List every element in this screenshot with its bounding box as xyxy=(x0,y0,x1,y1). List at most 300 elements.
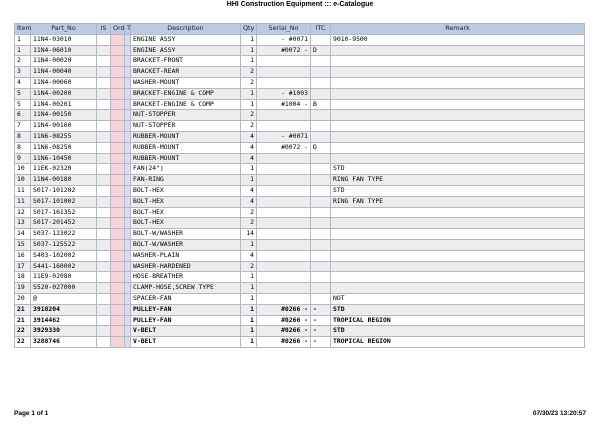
cell-item: 6 xyxy=(15,110,31,121)
cell-description: BOLT-HEX xyxy=(131,218,241,229)
cell-is xyxy=(97,153,111,164)
table-row[interactable] xyxy=(15,315,585,326)
cell-ord xyxy=(111,239,125,250)
table-row[interactable] xyxy=(15,250,585,261)
cell-qty: 2 xyxy=(241,67,257,78)
cell-part-no: 11N4-00201 xyxy=(31,99,97,110)
cell-ord xyxy=(111,337,125,348)
cell-part-no: 11N4-00200 xyxy=(31,88,97,99)
cell-remark: STD xyxy=(331,304,585,315)
cell-item: 9 xyxy=(15,153,31,164)
table-row[interactable] xyxy=(15,185,585,196)
cell-itc xyxy=(311,34,331,45)
cell-itc xyxy=(311,261,331,272)
table-row[interactable] xyxy=(15,45,585,56)
table-row[interactable] xyxy=(15,272,585,283)
cell-qty: 14 xyxy=(241,229,257,240)
cell-description: V-BELT xyxy=(131,326,241,337)
cell-serial-no xyxy=(257,56,311,67)
print-timestamp: 07/30/23 13:20:57 xyxy=(532,410,586,417)
cell-serial-no xyxy=(257,250,311,261)
cell-remark xyxy=(331,142,585,153)
table-row[interactable] xyxy=(15,131,585,142)
cell-is xyxy=(97,67,111,78)
cell-ord xyxy=(111,304,125,315)
table-row[interactable] xyxy=(15,239,585,250)
cell-serial-no xyxy=(257,283,311,294)
cell-is xyxy=(97,239,111,250)
cell-remark xyxy=(331,131,585,142)
cell-ord xyxy=(111,88,125,99)
column-header-ord[interactable]: Ord xyxy=(111,24,125,35)
cell-qty: 2 xyxy=(241,121,257,132)
cell-itc: - xyxy=(311,304,331,315)
cell-description: BRACKET-FRONT xyxy=(131,56,241,67)
cell-part-no: 11E9-02080 xyxy=(31,272,97,283)
cell-part-no: S441-160002 xyxy=(31,261,97,272)
cell-description: PULLEY-FAN xyxy=(131,315,241,326)
cell-ord xyxy=(111,153,125,164)
cell-description: BOLT-W/WASHER xyxy=(131,229,241,240)
cell-serial-no: #0072 - xyxy=(257,45,311,56)
cell-remark xyxy=(331,207,585,218)
cell-item: 21 xyxy=(15,315,31,326)
cell-is xyxy=(97,99,111,110)
cell-serial-no xyxy=(257,153,311,164)
cell-remark xyxy=(331,250,585,261)
cell-remark xyxy=(331,229,585,240)
cell-is xyxy=(97,207,111,218)
cell-is xyxy=(97,326,111,337)
cell-part-no: 11N4-00150 xyxy=(31,110,97,121)
cell-serial-no xyxy=(257,196,311,207)
column-header-itc[interactable]: ITC xyxy=(311,24,331,35)
cell-part-no: 3914462 xyxy=(31,315,97,326)
cell-remark xyxy=(331,88,585,99)
cell-serial-no xyxy=(257,67,311,78)
column-header-description[interactable]: Description xyxy=(131,24,241,35)
column-header-part-no[interactable]: Part_No xyxy=(31,24,97,35)
cell-ord xyxy=(111,272,125,283)
cell-itc xyxy=(311,110,331,121)
cell-ord xyxy=(111,218,125,229)
cell-item: 13 xyxy=(15,218,31,229)
cell-remark: NOT xyxy=(331,293,585,304)
cell-serial-no: #0266 - xyxy=(257,304,311,315)
cell-itc xyxy=(311,164,331,175)
cell-itc: D xyxy=(311,45,331,56)
cell-serial-no xyxy=(257,261,311,272)
cell-is xyxy=(97,283,111,294)
cell-part-no: 11N6-08255 xyxy=(31,131,97,142)
cell-serial-no xyxy=(257,121,311,132)
cell-description: ENGINE ASSY xyxy=(131,34,241,45)
cell-is xyxy=(97,304,111,315)
cell-remark: STD xyxy=(331,326,585,337)
parts-table xyxy=(14,23,585,348)
cell-itc xyxy=(311,88,331,99)
cell-remark xyxy=(331,67,585,78)
cell-item: 10 xyxy=(15,164,31,175)
cell-part-no: 11N4-00180 xyxy=(31,175,97,186)
cell-item: 15 xyxy=(15,239,31,250)
cell-qty: 1 xyxy=(241,239,257,250)
cell-is xyxy=(97,218,111,229)
cell-description: SPACER-FAN xyxy=(131,293,241,304)
cell-ord xyxy=(111,34,125,45)
cell-description: NUT-STOPPER xyxy=(131,110,241,121)
cell-description: RUBBER-MOUNT xyxy=(131,142,241,153)
cell-serial-no xyxy=(257,239,311,250)
cell-qty: 1 xyxy=(241,304,257,315)
cell-serial-no: #0266 - xyxy=(257,326,311,337)
cell-part-no: 11N6-08250 xyxy=(31,142,97,153)
table-row[interactable] xyxy=(15,67,585,78)
cell-itc: - xyxy=(311,315,331,326)
cell-itc xyxy=(311,239,331,250)
cell-ord xyxy=(111,67,125,78)
cell-remark: RING FAN TYPE xyxy=(331,196,585,207)
cell-remark: 9010-9500 xyxy=(331,34,585,45)
cell-qty: 2 xyxy=(241,207,257,218)
table-row[interactable] xyxy=(15,229,585,240)
cell-part-no: S017-201452 xyxy=(31,218,97,229)
cell-itc xyxy=(311,218,331,229)
cell-ord xyxy=(111,326,125,337)
cell-itc: - xyxy=(311,326,331,337)
cell-part-no: S037-125522 xyxy=(31,239,97,250)
column-header-remark[interactable]: Remark xyxy=(331,24,585,35)
cell-qty: 4 xyxy=(241,131,257,142)
cell-part-no: 11N4-06010 xyxy=(31,45,97,56)
cell-part-no: @ xyxy=(31,293,97,304)
cell-is xyxy=(97,77,111,88)
cell-is xyxy=(97,131,111,142)
cell-part-no: S037-123022 xyxy=(31,229,97,240)
cell-itc xyxy=(311,175,331,186)
parts-table-body xyxy=(15,34,585,347)
cell-remark xyxy=(331,45,585,56)
cell-description: CLAMP-HOSE,SCREW TYPE xyxy=(131,283,241,294)
column-header-qty[interactable]: Qty xyxy=(241,24,257,35)
cell-itc: B xyxy=(311,99,331,110)
cell-remark xyxy=(331,99,585,110)
cell-itc xyxy=(311,196,331,207)
cell-ord xyxy=(111,185,125,196)
cell-qty: 1 xyxy=(241,326,257,337)
cell-remark xyxy=(331,272,585,283)
cell-part-no: 3918204 xyxy=(31,304,97,315)
table-row[interactable] xyxy=(15,196,585,207)
cell-is xyxy=(97,45,111,56)
cell-qty: 2 xyxy=(241,110,257,121)
cell-item: 21 xyxy=(15,304,31,315)
cell-item: 11 xyxy=(15,196,31,207)
cell-ord xyxy=(111,77,125,88)
table-header-row xyxy=(15,24,585,35)
cell-remark xyxy=(331,110,585,121)
column-header-t[interactable]: T xyxy=(125,24,131,35)
cell-is xyxy=(97,261,111,272)
cell-itc: - xyxy=(311,337,331,348)
cell-part-no: 11N4-00020 xyxy=(31,56,97,67)
cell-itc: D xyxy=(311,142,331,153)
cell-description: PULLEY-FAN xyxy=(131,304,241,315)
table-row[interactable] xyxy=(15,218,585,229)
cell-item: 14 xyxy=(15,229,31,240)
table-row[interactable] xyxy=(15,175,585,186)
cell-qty: 4 xyxy=(241,153,257,164)
column-header-item[interactable]: Item xyxy=(15,24,31,35)
cell-item: 5 xyxy=(15,88,31,99)
cell-is xyxy=(97,185,111,196)
cell-item: 2 xyxy=(15,56,31,67)
cell-itc xyxy=(311,185,331,196)
cell-remark xyxy=(331,77,585,88)
cell-serial-no: #0266 - xyxy=(257,337,311,348)
cell-item: 8 xyxy=(15,142,31,153)
cell-item: 1 xyxy=(15,34,31,45)
cell-qty: 1 xyxy=(241,45,257,56)
cell-part-no: S017-101202 xyxy=(31,185,97,196)
cell-serial-no: #0072 - xyxy=(257,142,311,153)
cell-qty: 4 xyxy=(241,185,257,196)
cell-ord xyxy=(111,229,125,240)
cell-ord xyxy=(111,142,125,153)
cell-part-no: 11N4-00040 xyxy=(31,67,97,78)
cell-ord xyxy=(111,121,125,132)
cell-qty: 1 xyxy=(241,56,257,67)
cell-part-no: 11N4-00160 xyxy=(31,121,97,132)
cell-qty: 1 xyxy=(241,164,257,175)
cell-serial-no xyxy=(257,110,311,121)
cell-is xyxy=(97,196,111,207)
cell-description: BOLT-HEX xyxy=(131,185,241,196)
cell-qty: 1 xyxy=(241,315,257,326)
cell-is xyxy=(97,337,111,348)
table-row[interactable] xyxy=(15,337,585,348)
cell-itc xyxy=(311,229,331,240)
cell-itc xyxy=(311,67,331,78)
cell-qty: 2 xyxy=(241,218,257,229)
cell-qty: 4 xyxy=(241,196,257,207)
cell-serial-no xyxy=(257,293,311,304)
cell-itc xyxy=(311,153,331,164)
table-row[interactable] xyxy=(15,77,585,88)
column-header-is[interactable]: IS xyxy=(97,24,111,35)
cell-item: 17 xyxy=(15,261,31,272)
cell-ord xyxy=(111,164,125,175)
cell-ord xyxy=(111,207,125,218)
cell-item: 4 xyxy=(15,77,31,88)
cell-remark: TROPICAL REGION xyxy=(331,315,585,326)
cell-part-no: 11N4-03010 xyxy=(31,34,97,45)
cell-serial-no: - #0071 xyxy=(257,34,311,45)
cell-description: BOLT-HEX xyxy=(131,207,241,218)
table-row[interactable] xyxy=(15,99,585,110)
cell-part-no: S520-027000 xyxy=(31,283,97,294)
table-row[interactable] xyxy=(15,326,585,337)
cell-description: BRACKET-ENGINE & COMP xyxy=(131,99,241,110)
cell-itc xyxy=(311,283,331,294)
cell-part-no: 11N4-00060 xyxy=(31,77,97,88)
cell-item: 22 xyxy=(15,326,31,337)
cell-part-no: 3288746 xyxy=(31,337,97,348)
table-row[interactable] xyxy=(15,164,585,175)
cell-ord xyxy=(111,293,125,304)
cell-item: 10 xyxy=(15,175,31,186)
cell-item: 22 xyxy=(15,337,31,348)
cell-part-no: S403-102002 xyxy=(31,250,97,261)
cell-description: HOSE-BREATHER xyxy=(131,272,241,283)
table-row[interactable] xyxy=(15,88,585,99)
cell-qty: 1 xyxy=(241,175,257,186)
cell-description: BRACKET-ENGINE & COMP xyxy=(131,88,241,99)
table-row[interactable] xyxy=(15,293,585,304)
cell-is xyxy=(97,121,111,132)
cell-is xyxy=(97,34,111,45)
cell-qty: 1 xyxy=(241,337,257,348)
cell-description: WASHER-PLAIN xyxy=(131,250,241,261)
table-row[interactable] xyxy=(15,207,585,218)
table-row[interactable] xyxy=(15,304,585,315)
cell-qty: 1 xyxy=(241,293,257,304)
cell-description: RUBBER-MOUNT xyxy=(131,131,241,142)
cell-is xyxy=(97,272,111,283)
cell-qty: 2 xyxy=(241,261,257,272)
cell-remark: STD xyxy=(331,164,585,175)
cell-qty: 4 xyxy=(241,250,257,261)
cell-remark: RING FAN TYPE xyxy=(331,175,585,186)
cell-itc xyxy=(311,121,331,132)
cell-item: 5 xyxy=(15,99,31,110)
cell-serial-no: - #1003 xyxy=(257,88,311,99)
cell-description: NUT-STOPPER xyxy=(131,121,241,132)
cell-qty: 1 xyxy=(241,99,257,110)
cell-item: 16 xyxy=(15,250,31,261)
cell-is xyxy=(97,110,111,121)
cell-ord xyxy=(111,131,125,142)
cell-remark: STD xyxy=(331,185,585,196)
cell-qty: 4 xyxy=(241,142,257,153)
table-row[interactable] xyxy=(15,34,585,45)
cell-item: 11 xyxy=(15,185,31,196)
cell-serial-no: #0266 - xyxy=(257,315,311,326)
cell-itc xyxy=(311,272,331,283)
cell-is xyxy=(97,56,111,67)
cell-ord xyxy=(111,45,125,56)
cell-item: 7 xyxy=(15,121,31,132)
cell-description: WASHER-MOUNT xyxy=(131,77,241,88)
table-row[interactable] xyxy=(15,153,585,164)
cell-part-no: S017-101002 xyxy=(31,196,97,207)
cell-remark xyxy=(331,153,585,164)
cell-qty: 1 xyxy=(241,272,257,283)
cell-ord xyxy=(111,99,125,110)
cell-qty: 1 xyxy=(241,283,257,294)
cell-qty: 1 xyxy=(241,34,257,45)
cell-serial-no xyxy=(257,229,311,240)
cell-ord xyxy=(111,175,125,186)
cell-part-no: 11N6-10450 xyxy=(31,153,97,164)
cell-itc xyxy=(311,131,331,142)
cell-item: 8 xyxy=(15,131,31,142)
cell-ord xyxy=(111,283,125,294)
cell-serial-no xyxy=(257,218,311,229)
cell-description: FAN(24") xyxy=(131,164,241,175)
cell-serial-no xyxy=(257,77,311,88)
cell-item: 3 xyxy=(15,67,31,78)
cell-description: BRACKET-REAR xyxy=(131,67,241,78)
cell-qty: 1 xyxy=(241,88,257,99)
cell-part-no: S017-161352 xyxy=(31,207,97,218)
cell-is xyxy=(97,175,111,186)
cell-serial-no xyxy=(257,272,311,283)
cell-itc xyxy=(311,207,331,218)
cell-ord xyxy=(111,56,125,67)
cell-remark: TROPICAL REGION xyxy=(331,337,585,348)
table-row[interactable] xyxy=(15,110,585,121)
cell-description: FAN-RING xyxy=(131,175,241,186)
cell-part-no: 11EK-02320 xyxy=(31,164,97,175)
cell-ord xyxy=(111,261,125,272)
table-row[interactable] xyxy=(15,261,585,272)
cell-is xyxy=(97,88,111,99)
column-header-serial-no[interactable]: Serial_No xyxy=(257,24,311,35)
cell-is xyxy=(97,164,111,175)
page-title: HHI Construction Equipment ::: e-Catalogue xyxy=(226,1,374,8)
cell-qty: 2 xyxy=(241,77,257,88)
cell-ord xyxy=(111,250,125,261)
cell-remark xyxy=(331,261,585,272)
cell-is xyxy=(97,229,111,240)
cell-item: 18 xyxy=(15,272,31,283)
cell-item: 19 xyxy=(15,283,31,294)
cell-serial-no xyxy=(257,164,311,175)
cell-description: V-BELT xyxy=(131,337,241,348)
cell-ord xyxy=(111,196,125,207)
table-row[interactable] xyxy=(15,56,585,67)
cell-remark xyxy=(331,56,585,67)
cell-remark xyxy=(331,239,585,250)
cell-is xyxy=(97,293,111,304)
table-row[interactable] xyxy=(15,121,585,132)
cell-part-no: 3929330 xyxy=(31,326,97,337)
cell-item: 1 xyxy=(15,45,31,56)
cell-serial-no xyxy=(257,207,311,218)
cell-serial-no: #1004 - xyxy=(257,99,311,110)
cell-is xyxy=(97,315,111,326)
table-row[interactable] xyxy=(15,142,585,153)
page-indicator: Page 1 of 1 xyxy=(14,410,49,417)
cell-remark xyxy=(331,283,585,294)
cell-description: WASHER-HARDENED xyxy=(131,261,241,272)
cell-itc xyxy=(311,293,331,304)
cell-serial-no xyxy=(257,185,311,196)
cell-ord xyxy=(111,110,125,121)
cell-item: 12 xyxy=(15,207,31,218)
cell-description: BOLT-HEX xyxy=(131,196,241,207)
cell-remark xyxy=(331,121,585,132)
table-row[interactable] xyxy=(15,283,585,294)
cell-serial-no xyxy=(257,175,311,186)
cell-is xyxy=(97,142,111,153)
cell-description: BOLT-W/WASHER xyxy=(131,239,241,250)
cell-description: ENGINE ASSY xyxy=(131,45,241,56)
cell-itc xyxy=(311,77,331,88)
cell-serial-no: - #0071 xyxy=(257,131,311,142)
cell-is xyxy=(97,250,111,261)
